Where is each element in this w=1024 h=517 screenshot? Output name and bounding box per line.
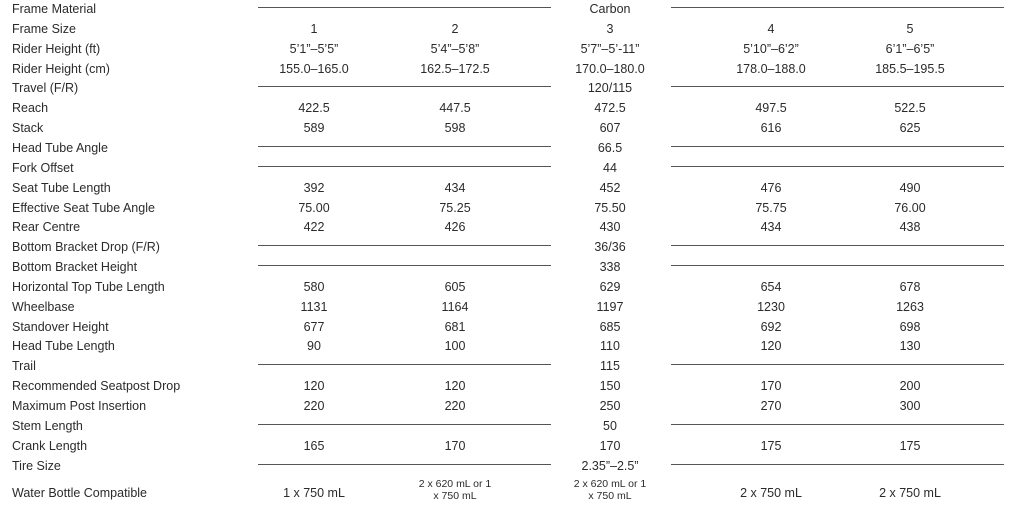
- cell-size-3: 170: [599, 438, 621, 453]
- shared-value: 115: [600, 359, 620, 374]
- cell-size-4: 476: [760, 180, 782, 195]
- table-row-recommended-seatpost-drop: [0, 377, 1024, 397]
- table-row-water-bottle-compatible: [0, 478, 1024, 504]
- span-line-left: [258, 464, 551, 465]
- cell-size-3: 170.0–180.0: [575, 61, 645, 76]
- table-row-tire-size: [0, 457, 1024, 477]
- table-row-rider-height-cm: [0, 60, 1024, 80]
- table-row-maximum-post-insertion: [0, 397, 1024, 417]
- cell-size-5: 76.00: [894, 200, 926, 215]
- shared-value: 338: [599, 260, 621, 275]
- cell-size-1: 165: [303, 438, 325, 453]
- span-line-right: [671, 364, 1004, 365]
- span-line-right: [671, 464, 1004, 465]
- cell-size-5: 175: [899, 438, 921, 453]
- row-label: Maximum Post Insertion: [12, 399, 147, 413]
- row-label: Standover Height: [12, 319, 109, 334]
- cell-size-1: 422: [303, 220, 325, 235]
- table-row-trail: [0, 357, 1024, 377]
- cell-size-4: 616: [760, 121, 782, 136]
- cell-size-4: 2 x 750 mL: [740, 486, 802, 501]
- row-label: Stack: [12, 121, 44, 136]
- cell-size-1: 220: [303, 399, 325, 413]
- row-label: Rider Height (cm): [12, 61, 110, 76]
- cell-size-5: 1263: [896, 299, 924, 314]
- shared-value: 50: [603, 418, 617, 433]
- table-row-stem-length: [0, 417, 1024, 437]
- cell-size-1: 120: [303, 379, 325, 394]
- cell-size-1: 1131: [300, 299, 328, 314]
- cell-size-5: 678: [899, 279, 921, 294]
- cell-size-3: 685: [599, 319, 621, 334]
- span-line-right: [671, 265, 1004, 266]
- cell-size-2: 434: [444, 180, 466, 195]
- cell-size-4: 270: [760, 399, 782, 413]
- cell-size-2: 75.25: [439, 200, 471, 215]
- span-line-right: [671, 424, 1004, 425]
- cell-size-3: 452: [599, 180, 621, 195]
- cell-size-1: 1 x 750 mL: [283, 486, 345, 501]
- cell-size-3: 1197: [596, 299, 624, 314]
- row-label: Head Tube Length: [12, 339, 115, 354]
- cell-size-4: 175: [760, 438, 782, 453]
- cell-size-3: 150: [599, 379, 621, 394]
- table-row-seat-tube-length: [0, 179, 1024, 199]
- cell-size-2: 220: [444, 399, 466, 413]
- row-label: Wheelbase: [12, 299, 75, 314]
- shared-value: 2.35”–2.5”: [581, 458, 639, 473]
- cell-size-2: 2: [451, 21, 459, 36]
- cell-size-2: 170: [444, 438, 466, 453]
- cell-size-5: 522.5: [894, 101, 926, 116]
- cell-size-5: 200: [899, 379, 921, 394]
- table-row-rider-height-ft: [0, 40, 1024, 60]
- table-row-frame-size: [0, 20, 1024, 40]
- cell-size-4: 654: [760, 279, 782, 294]
- cell-size-1: 155.0–165.0: [279, 61, 349, 76]
- cell-size-2: 120: [444, 379, 466, 394]
- row-label: Stem Length: [12, 418, 83, 433]
- cell-size-1: 5’1”–5’5”: [289, 41, 339, 56]
- cell-size-2: 598: [444, 121, 466, 136]
- row-label: Effective Seat Tube Angle: [12, 200, 155, 215]
- cell-size-2: 605: [444, 279, 466, 294]
- table-row-reach: [0, 99, 1024, 119]
- cell-size-1: 422.5: [298, 101, 330, 116]
- cell-size-5: 2 x 750 mL: [879, 486, 941, 501]
- row-label: Recommended Seatpost Drop: [12, 379, 181, 394]
- table-row-bottom-bracket-drop-f-r: [0, 238, 1024, 258]
- cell-size-1: 580: [303, 279, 325, 294]
- row-label: Crank Length: [12, 438, 88, 453]
- cell-size-4: 75.75: [755, 200, 787, 215]
- span-line-left: [258, 166, 551, 167]
- cell-size-3: 2 x 620 mL or 1 x 750 mL: [573, 478, 647, 503]
- span-line-left: [258, 86, 551, 87]
- cell-size-3: 110: [600, 339, 620, 354]
- cell-size-1: 1: [310, 21, 318, 36]
- cell-size-4: 120: [760, 339, 782, 354]
- span-line-right: [671, 166, 1004, 167]
- span-line-right: [671, 86, 1004, 87]
- cell-size-3: 250: [599, 399, 621, 413]
- table-row-standover-height: [0, 318, 1024, 338]
- table-row-crank-length: [0, 437, 1024, 457]
- row-label: Travel (F/R): [12, 81, 79, 96]
- cell-size-3: 75.50: [594, 200, 626, 215]
- shared-value: 44: [603, 160, 617, 175]
- row-label: Tire Size: [12, 458, 61, 473]
- cell-size-2: 2 x 620 mL or 1 x 750 mL: [418, 478, 492, 503]
- span-line-left: [258, 146, 551, 147]
- row-label: Fork Offset: [12, 160, 74, 175]
- shared-value: 120/115: [587, 81, 633, 96]
- span-line-left: [258, 364, 551, 365]
- row-label: Trail: [12, 359, 36, 374]
- cell-size-4: 1230: [757, 299, 785, 314]
- cell-size-5: 625: [899, 121, 921, 136]
- cell-size-5: 185.5–195.5: [875, 61, 945, 76]
- cell-size-4: 692: [760, 319, 782, 334]
- cell-size-4: 434: [760, 220, 782, 235]
- cell-size-1: 75.00: [298, 200, 330, 215]
- row-label: Water Bottle Compatible: [12, 486, 148, 501]
- shared-value: 66.5: [597, 140, 623, 155]
- row-label: Bottom Bracket Drop (F/R): [12, 240, 160, 255]
- cell-size-4: 497.5: [755, 101, 787, 116]
- row-label: Frame Material: [12, 2, 97, 16]
- cell-size-2: 447.5: [439, 101, 471, 116]
- cell-size-5: 5: [906, 21, 914, 36]
- span-line-right: [671, 146, 1004, 147]
- row-label: Rear Centre: [12, 220, 81, 235]
- cell-size-4: 178.0–188.0: [736, 61, 806, 76]
- row-label: Head Tube Angle: [12, 140, 108, 155]
- cell-size-3: 430: [599, 220, 621, 235]
- cell-size-1: 90: [307, 339, 321, 354]
- cell-size-2: 162.5–172.5: [420, 61, 490, 76]
- span-line-left: [258, 265, 551, 266]
- table-row-effective-seat-tube-angle: [0, 199, 1024, 219]
- cell-size-5: 490: [899, 180, 921, 195]
- table-row-horizontal-top-tube-length: [0, 278, 1024, 298]
- row-label: Horizontal Top Tube Length: [12, 279, 165, 294]
- cell-size-5: 130: [899, 339, 921, 354]
- row-label: Reach: [12, 101, 49, 116]
- table-row-head-tube-angle: [0, 139, 1024, 159]
- table-row-travel-f-r: [0, 79, 1024, 99]
- cell-size-4: 4: [767, 21, 775, 36]
- row-label: Bottom Bracket Height: [12, 260, 138, 275]
- row-label: Frame Size: [12, 21, 76, 36]
- table-row-head-tube-length: [0, 337, 1024, 357]
- cell-size-2: 426: [444, 220, 466, 235]
- cell-size-1: 392: [303, 180, 325, 195]
- span-line-left: [258, 7, 551, 8]
- table-row-stack: [0, 119, 1024, 139]
- cell-size-2: 5’4”–5’8”: [430, 41, 480, 56]
- shared-value: 36/36: [594, 240, 626, 255]
- table-row-fork-offset: [0, 159, 1024, 179]
- cell-size-5: 6’1”–6’5”: [885, 41, 935, 56]
- cell-size-5: 300: [899, 399, 921, 413]
- table-row-wheelbase: [0, 298, 1024, 318]
- cell-size-3: 5’7”–5’-11”: [580, 41, 640, 56]
- table-row-bottom-bracket-height: [0, 258, 1024, 278]
- span-line-left: [258, 245, 551, 246]
- cell-size-2: 1164: [441, 299, 469, 314]
- row-label: Seat Tube Length: [12, 180, 111, 195]
- cell-size-3: 472.5: [594, 101, 626, 116]
- row-label: Rider Height (ft): [12, 41, 101, 56]
- cell-size-3: 607: [599, 121, 621, 136]
- shared-value: Carbon: [589, 2, 631, 16]
- cell-size-5: 438: [899, 220, 921, 235]
- table-row-rear-centre: [0, 218, 1024, 238]
- cell-size-3: 3: [606, 21, 614, 36]
- span-line-right: [671, 7, 1004, 8]
- cell-size-4: 170: [760, 379, 782, 394]
- cell-size-5: 698: [899, 319, 921, 334]
- span-line-right: [671, 245, 1004, 246]
- cell-size-2: 100: [444, 339, 466, 354]
- cell-size-2: 681: [444, 319, 466, 334]
- cell-size-1: 589: [303, 121, 325, 136]
- cell-size-4: 5’10”–6’2”: [743, 41, 799, 56]
- span-line-left: [258, 424, 551, 425]
- cell-size-3: 629: [599, 279, 621, 294]
- cell-size-1: 677: [303, 319, 325, 334]
- table-row-frame-material: [0, 0, 1024, 20]
